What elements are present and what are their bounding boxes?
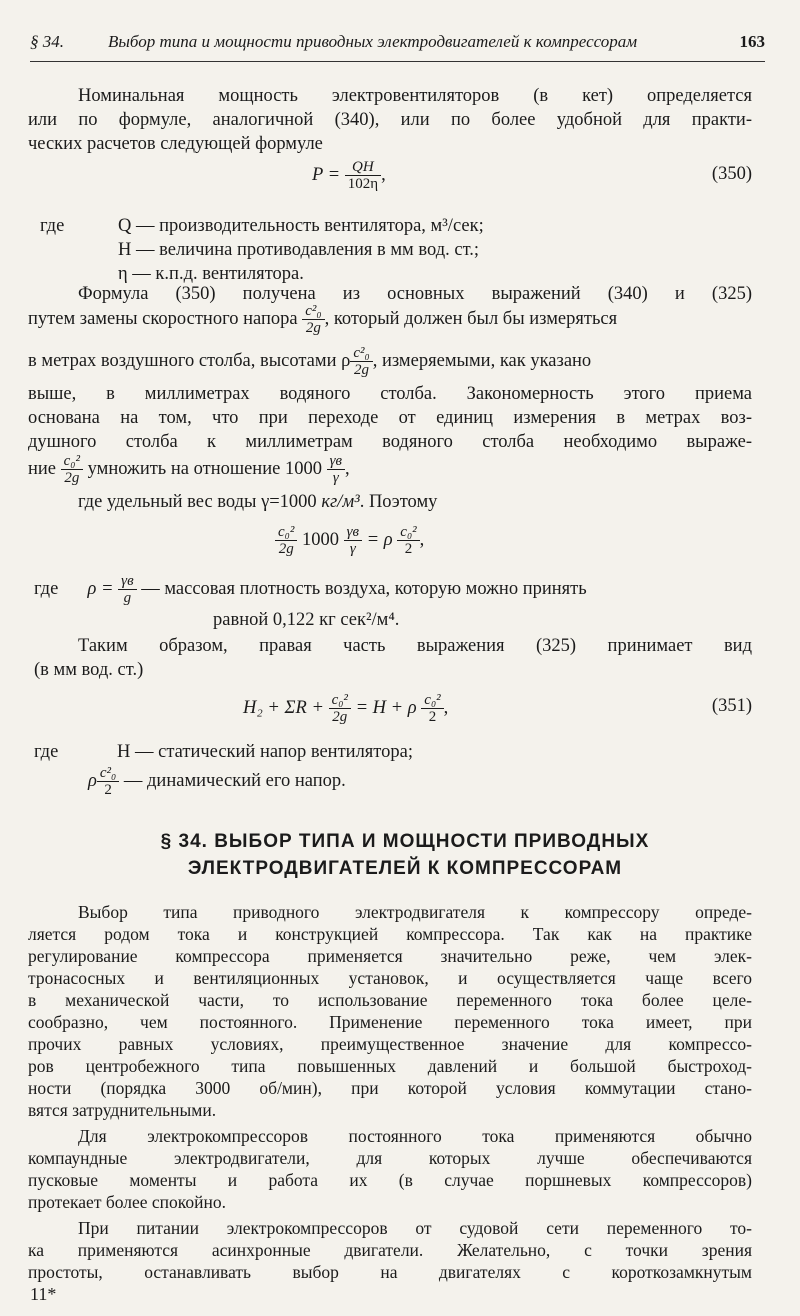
paragraph-line: Формула (350) получена из основных выражений (340) и (325)	[78, 284, 752, 304]
water-density-line: где удельный вес воды γ=1000 кг/м³. Поэтому	[78, 492, 438, 512]
paragraph-line: тронасосных и вентиляционных установок, и осуществляется чаще всего	[28, 968, 752, 988]
page-number: 163	[739, 32, 765, 51]
paragraph-line: сообразно, чем постоянного. Применение переменного тока имеет, при	[28, 1012, 752, 1032]
height-fraction: $\frac{\text{c²₀}}{2g}$	[350, 345, 372, 378]
section-heading	[60, 828, 750, 882]
rho-definition: где ρ = $\frac{\gamma в}{g}$ — массовая плотность воздуха, которую можно принять	[34, 573, 587, 607]
definition-line: Q — производительность вентилятора, м³/сек;	[118, 216, 484, 236]
where-label: где	[40, 216, 65, 236]
ratio-fraction: $\frac{\gamma в}{\gamma}$	[327, 453, 345, 486]
paragraph-line: ности (порядка 3000 об/мин), при которой условия коммутации стано-	[28, 1078, 752, 1098]
paragraph-line-with-fraction: в метрах воздушного столба, высотами ρ $\frac{\text{c²₀}}{2g}$ , измеряемыми, как указано	[28, 345, 592, 379]
formula-350-fraction: $\frac{QH}{102\eta}$	[345, 159, 381, 192]
definition-line: H — величина противодавления в мм вод. ст.;	[118, 240, 480, 260]
signature-mark: 11*	[30, 1284, 57, 1304]
paragraph-line: Выбор типа приводного электродвигателя к компрессору опреде-	[78, 902, 752, 922]
paragraph-line: душного столба к миллиметрам водяного столба необходимо выраже-	[28, 432, 752, 452]
paragraph-line: компаундные электродвигатели, для которых лучше обеспечиваются	[28, 1148, 752, 1168]
running-header	[30, 28, 765, 58]
definition-line-with-fraction: ρ $\frac{\text{c²₀}}{2}$ — динамический его напор.	[88, 765, 346, 799]
paragraph-line: При питании электрокомпрессоров от судовой сети переменного то-	[78, 1218, 752, 1238]
paragraph-line: регулирование компрессора применяется значительно реже, чем элек-	[28, 946, 752, 966]
paragraph-line: пусковые моменты и работа их (в случае поршневых компрессоров)	[28, 1170, 752, 1190]
paragraph-line: ляется родом тока и конструкцией компрессора. Так как на практике	[28, 924, 752, 944]
paragraph-line: выше, в миллиметрах водяного столба. Закономерность этого приема	[28, 384, 752, 404]
paragraph-line-with-fraction: ние $\frac{\text{c₀²}}{2g}$ умножить на отношение 1000 $\frac{\gamma в}{\gamma}$ ,	[28, 453, 350, 487]
paragraph-line: (в мм вод. ст.)	[34, 660, 144, 680]
intro-line: или по формуле, аналогичной (340), или по более удобной для практи-	[28, 110, 752, 130]
paragraph-line: вятся затруднительными.	[28, 1100, 217, 1120]
where-label: где	[34, 742, 59, 762]
paragraph-line: протекает более спокойно.	[28, 1192, 227, 1212]
definition-line: η — к.п.д. вентилятора.	[118, 264, 304, 284]
formula-351: H₂ + ΣR + $\frac{\text{c₀²}}{2g}$ = H + ρ $\frac{\text{c₀²}}{2}$ ,	[243, 692, 449, 726]
paragraph-line: ка применяются асинхронные двигатели. Желательно, с точки зрения	[28, 1240, 752, 1260]
expression-fraction: $\frac{\text{c₀²}}{2g}$	[61, 453, 83, 486]
section-heading-line: § 34. ВЫБОР ТИПА И МОЩНОСТИ ПРИВОДНЫХ	[160, 831, 650, 852]
paragraph-line: основана на том, что при переходе от единиц измерения в метрах воз-	[28, 408, 752, 428]
equation-number: (351)	[711, 696, 752, 716]
rho-value-line: равной 0,122 кг сек²/м⁴.	[213, 610, 400, 630]
paragraph-line: ров центробежного типа повышенных давлений и большой быстроход-	[28, 1056, 752, 1076]
paragraph-line: в механической части, то использование переменного тока более целе-	[28, 990, 752, 1010]
section-heading-line: ЭЛЕКТРОДВИГАТЕЛЕЙ К КОМПРЕССОРАМ	[187, 858, 623, 879]
density-equation: $\frac{\text{c₀²}}{2g}$ 1000 $\frac{\gamma в}{\gamma}$ = ρ $\frac{\text{c₀²}}{2}$ ,	[275, 520, 424, 560]
header-title: Выбор типа и мощности приводных электродвигателей к компрессорам	[108, 32, 638, 51]
equation-number: (350)	[711, 164, 752, 184]
velocity-head-fraction: $\frac{\text{c²₀}}{2g}$	[302, 303, 324, 336]
header-section: § 34.	[30, 32, 64, 51]
paragraph-line: прочих равных условиях, преимущественное значение для компрессо-	[28, 1034, 752, 1054]
header-rule	[30, 61, 765, 62]
paragraph-line: простоты, останавливать выбор на двигателях с короткозамкнутым	[28, 1262, 752, 1282]
definition-line: H — статический напор вентилятора;	[117, 742, 413, 762]
formula-350: P = $\frac{QH}{102\eta}$ ,	[312, 159, 386, 193]
paragraph-line: Таким образом, правая часть выражения (325) принимает вид	[78, 636, 752, 656]
intro-line: Номинальная мощность электровентиляторов (в кет) определяется	[78, 86, 752, 106]
paragraph-line-with-fraction: путем замены скоростного напора $\frac{\text{c²₀}}{2g}$ , который должен был бы измеряться	[28, 303, 618, 337]
intro-line: ческих расчетов следующей формуле	[28, 134, 323, 154]
paragraph-line: Для электрокомпрессоров постоянного тока применяются обычно	[78, 1126, 752, 1146]
